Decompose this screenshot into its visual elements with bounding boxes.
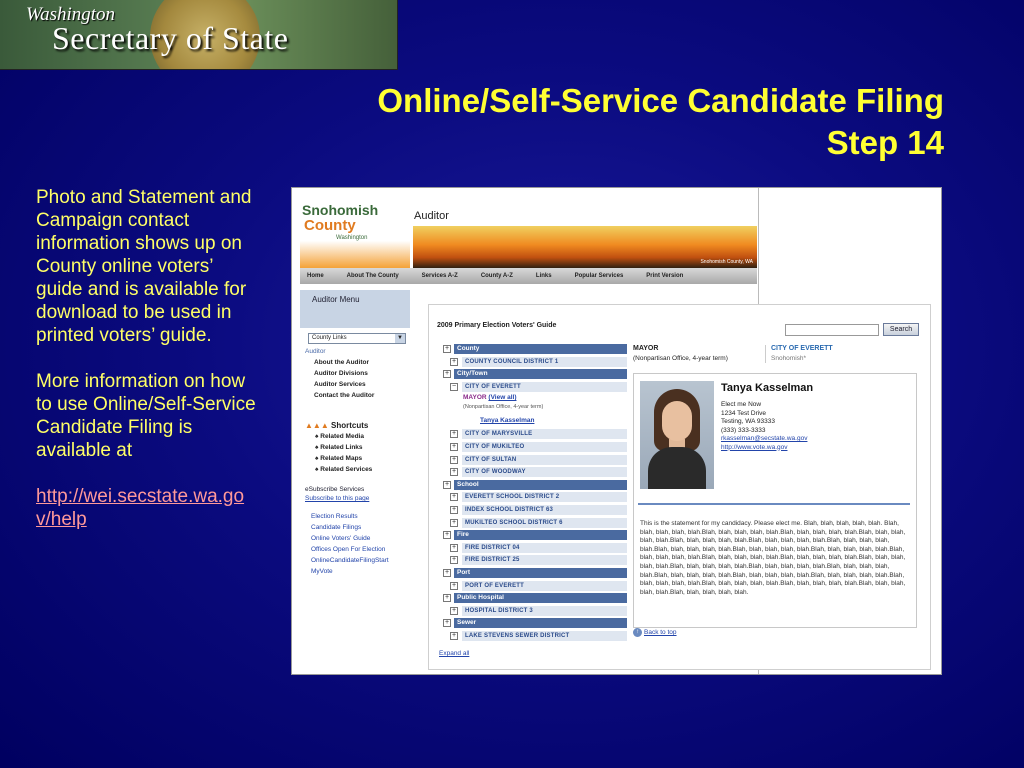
link-myvote[interactable]: MyVote (311, 568, 333, 575)
logo-washington-small: Washington (336, 235, 368, 241)
shortcut-label: Related Media (320, 433, 364, 440)
county-name: Snohomish* (771, 355, 807, 362)
candidate-name: Tanya Kasselman (721, 382, 814, 394)
auditor-menu-header (300, 290, 410, 328)
expand-plus-icon[interactable]: + (451, 455, 457, 463)
tree-jurisdiction (441, 428, 627, 441)
tree-jurisdiction (441, 466, 627, 479)
tree-jurisdiction (441, 630, 627, 643)
tree-category (441, 617, 627, 630)
top-nav-bar (300, 268, 757, 284)
tree-jurisdiction (441, 554, 627, 567)
header-divider (765, 345, 766, 363)
menu-item-about-auditor[interactable]: About the Auditor (314, 359, 369, 366)
contact-line1: Elect me Now (721, 401, 762, 408)
statement-divider (638, 503, 910, 505)
slide-body-text (36, 186, 258, 531)
search-button[interactable]: Search (883, 323, 919, 336)
nav-print-version[interactable]: Print Version (646, 273, 684, 279)
tree-jurisdiction (441, 454, 627, 467)
shortcut-related-services[interactable]: ♠ Related Services (315, 466, 373, 473)
esubscribe-block (305, 485, 369, 503)
contact-phone: (333) 333-3333 (721, 426, 766, 434)
contact-line2: 1234 Test Drive (721, 409, 767, 417)
jurisdiction-label[interactable]: CITY OF EVERETT (462, 382, 627, 392)
tree-jurisdiction (441, 504, 627, 517)
nav-services-az[interactable]: Services A-Z (421, 273, 458, 279)
expand-plus-icon[interactable]: + (451, 631, 457, 639)
candidate-card (633, 373, 917, 628)
jurisdiction-label[interactable]: COUNTY COUNCIL DISTRICT 1 (462, 357, 627, 367)
office-name[interactable]: MAYOR (463, 394, 487, 402)
shortcut-label: Related Services (320, 466, 373, 473)
link-offices-open[interactable]: Offices Open For Election (311, 546, 386, 553)
expand-plus-icon[interactable]: + (444, 345, 450, 352)
jurisdiction-label[interactable]: FIRE DISTRICT 04 (462, 543, 627, 553)
tree-candidate (441, 416, 627, 428)
candidate-statement: This is the statement for my candidacy. Please elect me. Blah, blah, blah, blah, blah. Blah, blah, blah, blah, blah.Blah, blah, blah, blah, blah.Blah, blah, blah, blah, blah.Blah, blah, blah, blah, blah.Blah, blah, blah, blah, blah.Blah, blah, blah, blah, blah.Blah, blah, blah, blah, blah.Blah, blah, blah, blah, blah.Blah, blah, blah, blah, blah.Blah, blah, blah, blah, blah.Blah, blah, blah, blah, blah.Blah, blah, blah, blah, blah.Blah, blah, blah, blah, blah.Blah, blah, blah, blah, blah.Blah, blah, blah, blah, blah.Blah, blah, blah, blah, blah.Blah, blah, blah, blah, blah.Blah, blah, blah, blah, blah.Blah, blah, blah, blah, blah.Blah, blah, blah, blah, blah.Blah, blah, blah, blah, blah.Blah, blah, blah, blah, blah.Blah, blah, blah, blah, blah.Blah, blah, blah, blah, blah.Blah, blah, blah, blah, blah. (640, 520, 906, 596)
category-label[interactable]: Public Hospital (454, 593, 627, 603)
logo-washington: Washington (26, 4, 116, 25)
logo-snohomish: Snohomish (302, 202, 379, 218)
shortcut-related-links[interactable]: ♠ Related Links (315, 444, 363, 451)
photo-face (662, 401, 692, 441)
jurisdiction-label[interactable]: LAKE STEVENS SEWER DISTRICT (462, 631, 627, 641)
menu-item-contact-auditor[interactable]: Contact the Auditor (314, 392, 375, 399)
shortcut-related-maps[interactable]: ♠ Related Maps (315, 455, 363, 462)
jurisdiction-label[interactable]: CITY OF MUKILTEO (462, 442, 627, 452)
menu-heading-auditor[interactable]: Auditor (305, 348, 326, 355)
link-online-candidate-filing[interactable]: OnlineCandidateFilingStart (311, 557, 389, 564)
tree-jurisdiction (441, 542, 627, 555)
link-candidate-filings[interactable]: Candidate Filings (311, 524, 362, 531)
tree-jurisdiction (441, 605, 627, 618)
search-input[interactable] (785, 324, 879, 336)
office-note: (Nonpartisan Office, 4-year term) (633, 355, 728, 362)
esubscribe-label: eSubscribe Services (305, 486, 365, 493)
tree-category (441, 368, 627, 381)
category-label[interactable]: Fire (454, 530, 627, 540)
link-election-results[interactable]: Election Results (311, 513, 358, 520)
category-label[interactable]: School (454, 480, 627, 490)
jurisdiction-label[interactable]: MUKILTEO SCHOOL DISTRICT 6 (462, 518, 627, 528)
contact-line3: Testing, WA 93333 (721, 418, 775, 425)
expand-plus-icon[interactable]: + (451, 606, 457, 614)
back-to-top-label: Back to top (644, 629, 677, 637)
expand-plus-icon[interactable]: + (451, 430, 457, 438)
category-label[interactable]: Port (454, 568, 627, 578)
tree-jurisdiction (441, 441, 627, 454)
slide-title-line2: Step 14 (826, 124, 944, 161)
tree-category (441, 592, 627, 605)
paragraph-photo-statement: Photo and Statement and Campaign contact information shows up on County online voters’ guide and is available for download to be used in printed voters’ guide. (36, 187, 252, 346)
candidate-contact (721, 401, 807, 452)
expand-plus-icon[interactable]: + (444, 619, 450, 627)
candidate-link[interactable]: Tanya Kasselman (480, 417, 535, 425)
expand-plus-icon[interactable]: + (451, 543, 457, 551)
jurisdiction-name: CITY OF EVERETT (771, 345, 833, 352)
menu-item-auditor-services[interactable]: Auditor Services (314, 381, 366, 388)
expand-plus-icon[interactable]: + (451, 518, 457, 526)
expand-plus-icon[interactable]: + (444, 594, 450, 602)
logo-county: County (304, 217, 356, 234)
office-title: MAYOR (633, 345, 659, 352)
back-to-top-link[interactable] (633, 628, 677, 637)
office-term-note: (Nonpartisan Office, 4-year term) (463, 404, 544, 411)
tree-category (441, 567, 627, 580)
jurisdiction-label[interactable]: PORT OF EVERETT (462, 581, 627, 591)
tree-jurisdiction (441, 517, 627, 530)
tree-jurisdiction (441, 491, 627, 504)
expand-plus-icon[interactable]: + (444, 480, 450, 488)
nav-popular-services[interactable]: Popular Services (574, 273, 624, 279)
jurisdiction-label[interactable]: CITY OF WOODWAY (462, 467, 627, 477)
shortcut-label: Related Maps (320, 455, 363, 462)
category-label[interactable]: County (454, 344, 627, 354)
shortcuts-label: Shortcuts (331, 421, 369, 430)
expand-plus-icon[interactable]: + (444, 568, 450, 576)
snohomish-county-logo[interactable] (300, 200, 410, 268)
tree-category (441, 343, 627, 356)
jurisdiction-label[interactable]: FIRE DISTRICT 25 (462, 555, 627, 565)
shortcuts-title (305, 420, 415, 431)
jurisdiction-label[interactable]: HOSPITAL DISTRICT 3 (462, 606, 627, 616)
county-website-screenshot (291, 187, 942, 675)
jurisdiction-label[interactable]: INDEX SCHOOL DISTRICT 63 (462, 505, 627, 515)
expand-plus-icon[interactable]: + (451, 468, 457, 476)
auditor-heading: Auditor (414, 210, 449, 222)
expand-plus-icon[interactable]: + (451, 442, 457, 450)
tree-jurisdiction (441, 356, 627, 369)
subscribe-link[interactable]: Subscribe to this page (305, 495, 370, 502)
photo-body (648, 447, 706, 489)
link-online-voters-guide[interactable]: Online Voters' Guide (311, 535, 371, 542)
expand-plus-icon[interactable]: + (451, 357, 457, 365)
shortcut-label: Related Links (320, 444, 363, 451)
expand-plus-icon[interactable]: + (451, 493, 457, 501)
auditor-menu-label: Auditor Menu (312, 295, 360, 304)
jurisdiction-label[interactable]: CITY OF MARYSVILLE (462, 429, 627, 439)
nav-links[interactable]: Links (535, 273, 552, 279)
office-row[interactable] (463, 394, 516, 401)
tree-jurisdiction (441, 580, 627, 593)
expand-plus-icon[interactable]: + (451, 505, 457, 513)
jurisdiction-label[interactable]: CITY OF SULTAN (462, 455, 627, 465)
expand-all-link[interactable]: Expand all (439, 650, 470, 657)
category-label[interactable]: City/Town (454, 369, 627, 379)
county-links-select[interactable] (308, 333, 406, 344)
expand-plus-icon[interactable]: + (444, 370, 450, 378)
category-label[interactable]: Sewer (454, 618, 627, 628)
help-link[interactable]: http://wei.secstate.wa.gov/help (36, 486, 245, 530)
expand-plus-icon[interactable]: + (451, 556, 457, 564)
banner-tag: Snohomish County, WA (700, 259, 753, 265)
county-links-value: County Links (312, 335, 347, 341)
nav-home[interactable]: Home (307, 273, 324, 279)
shortcut-related-media[interactable]: ♠ Related Media (315, 433, 364, 440)
voters-guide-panel (428, 304, 931, 670)
voters-guide-title: 2009 Primary Election Voters' Guide (437, 322, 557, 329)
view-all-link[interactable]: (View all) (488, 394, 517, 402)
slide-title (377, 80, 944, 164)
office-tree (441, 343, 627, 642)
contact-web-link[interactable]: http://www.vote.wa.gov (721, 443, 788, 451)
tree-category (441, 479, 627, 492)
tree-office (441, 393, 627, 416)
logo-secretary-of-state: Secretary of State (52, 20, 289, 56)
paragraph-more-info: More information on how to use Online/Self-Service Candidate Filing is available at (36, 371, 256, 461)
chevron-down-icon[interactable]: ▼ (395, 334, 405, 343)
sunset-banner-image (413, 226, 757, 268)
shortcuts-logo-icon: ▲▲▲ (305, 421, 329, 430)
candidate-photo (640, 381, 714, 489)
jurisdiction-label[interactable]: EVERETT SCHOOL DISTRICT 2 (462, 492, 627, 502)
expand-plus-icon[interactable]: + (444, 531, 450, 539)
arrow-up-icon: ↑ (633, 628, 642, 637)
collapse-minus-icon[interactable]: − (451, 382, 457, 390)
auditor-menu (305, 346, 415, 401)
contact-email-link[interactable]: rkasselman@secstate.wa.gov (721, 435, 808, 442)
tree-jurisdiction (441, 381, 627, 394)
election-links (311, 511, 389, 577)
shortcuts-menu (305, 420, 415, 475)
expand-plus-icon[interactable]: + (451, 581, 457, 589)
tree-category (441, 529, 627, 542)
nav-county-az[interactable]: County A-Z (480, 273, 513, 279)
nav-about-county[interactable]: About The County (346, 273, 399, 279)
slide-title-line1: Online/Self-Service Candidate Filing (377, 82, 944, 119)
menu-item-auditor-divisions[interactable]: Auditor Divisions (314, 370, 368, 377)
secretary-of-state-logo (0, 0, 398, 70)
